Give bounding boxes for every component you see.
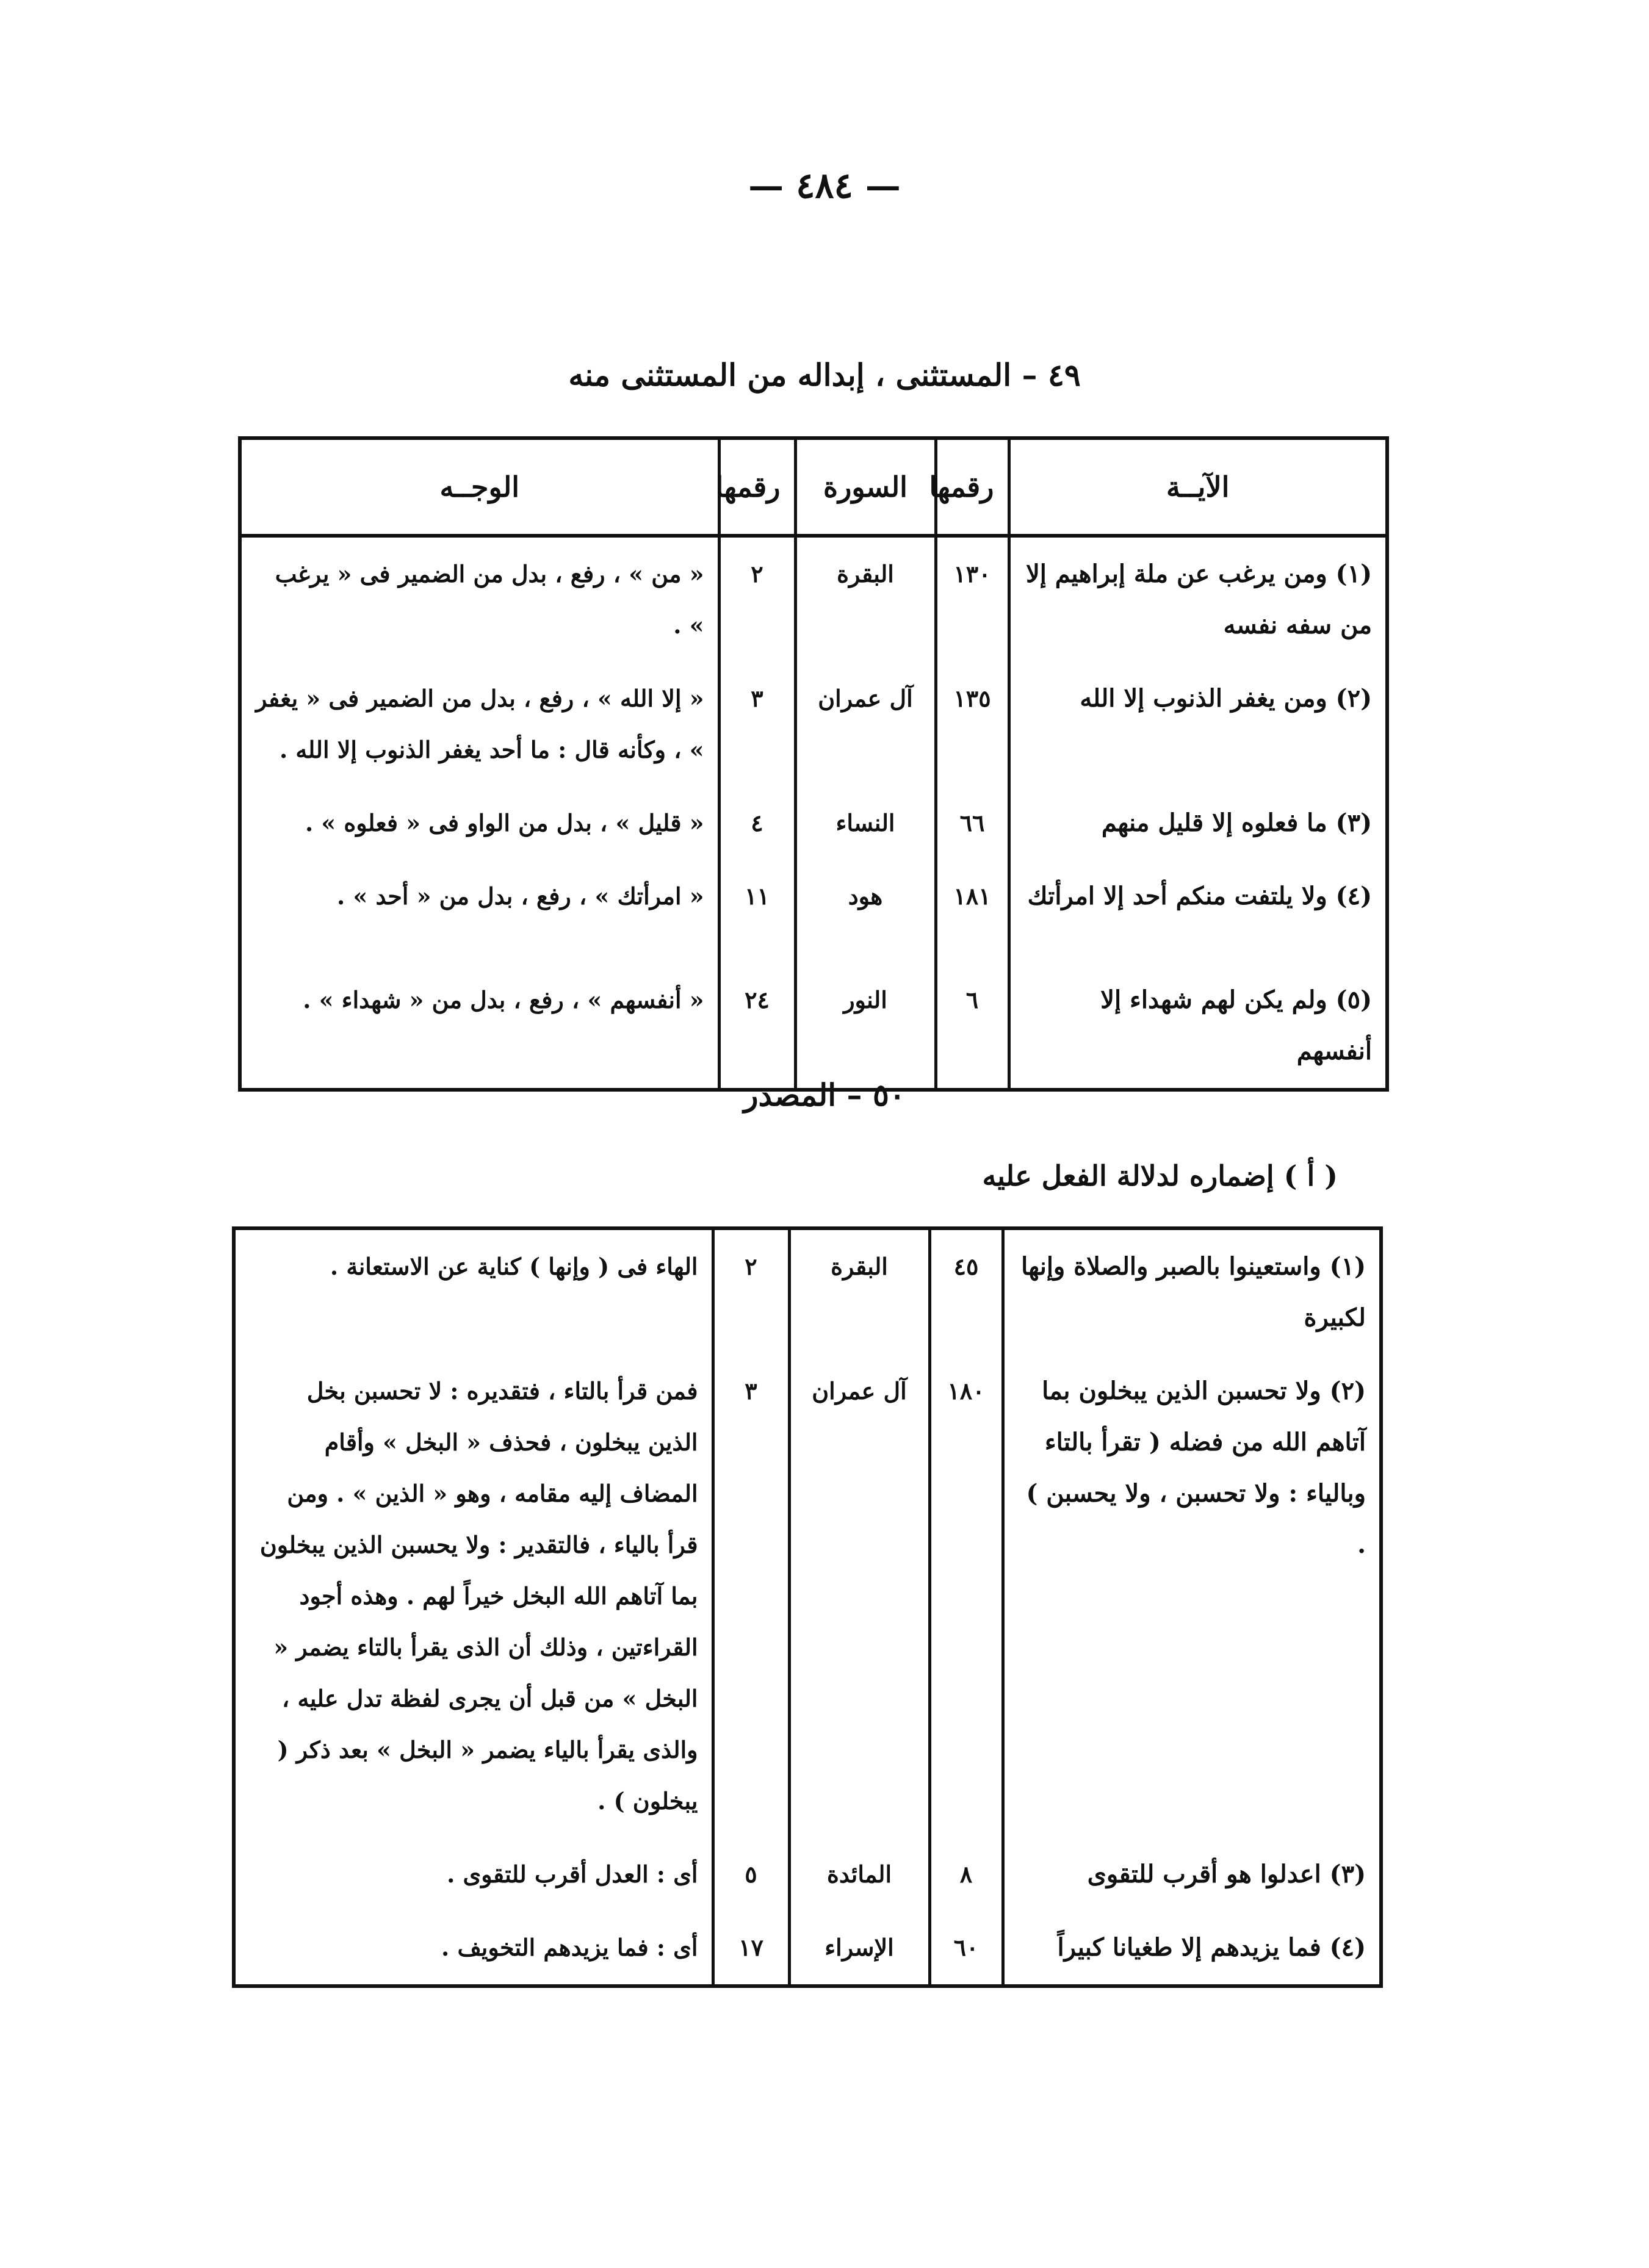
- aya-cell: (٢) ومن يغفر الذنوب إلا الله: [1009, 662, 1387, 787]
- aya-cell: (٢) ولا تحسبن الذين يبخلون بما آتاهم الله من فضله ( تقرأ بالتاء وبالياء : ولا تحسبن ، ولا يحسبن ) .: [1003, 1355, 1381, 1838]
- table-row: [240, 860, 1387, 963]
- aya-cell: (٤) فما يزيدهم إلا طغيانا كبيراً: [1003, 1911, 1381, 1986]
- sura-cell: النور: [795, 963, 936, 1090]
- aya-number-cell: ٦٠: [929, 1911, 1003, 1986]
- wajh-cell: « أنفسهم » ، رفع ، بدل من « شهداء » .: [240, 963, 719, 1090]
- section-50-title: ٥٠ – المصدر: [743, 1077, 906, 1113]
- table-row: [240, 662, 1387, 787]
- table-row: [234, 1228, 1381, 1355]
- aya-number-cell: ٨: [929, 1838, 1003, 1911]
- sura-number-cell: ٥: [713, 1838, 789, 1911]
- aya-number-cell: ١٨١: [936, 860, 1009, 963]
- table-row: [240, 963, 1387, 1090]
- sura-number-cell: ٢٤: [719, 963, 795, 1090]
- header-sura-num: رقمها: [719, 438, 795, 536]
- aya-number-cell: ٤٥: [929, 1228, 1003, 1355]
- table-row: [240, 536, 1387, 662]
- aya-number-cell: ٦: [936, 963, 1009, 1090]
- wajh-cell: أى : العدل أقرب للتقوى .: [234, 1838, 713, 1911]
- header-aya-num: رقمها: [936, 438, 1009, 536]
- sura-cell: آل عمران: [795, 662, 936, 787]
- aya-number-cell: ٦٦: [936, 787, 1009, 860]
- header-wajh: الوجــه: [240, 438, 719, 536]
- wajh-cell: « امرأتك » ، رفع ، بدل من « أحد » .: [240, 860, 719, 963]
- aya-cell: (٣) ما فعلوه إلا قليل منهم: [1009, 787, 1387, 860]
- sura-cell: البقرة: [795, 536, 936, 662]
- sura-number-cell: ٤: [719, 787, 795, 860]
- sura-number-cell: ٣: [719, 662, 795, 787]
- sura-number-cell: ٢: [719, 536, 795, 662]
- sura-number-cell: ٢: [713, 1228, 789, 1355]
- aya-number-cell: ١٣٠: [936, 536, 1009, 662]
- sura-number-cell: ٣: [713, 1355, 789, 1838]
- wajh-cell: الهاء فى ( وإنها ) كناية عن الاستعانة .: [234, 1228, 713, 1355]
- table-header-row: [240, 438, 1387, 536]
- sura-number-cell: ١١: [719, 860, 795, 963]
- table-row: [234, 1911, 1381, 1986]
- sura-cell: آل عمران: [789, 1355, 929, 1838]
- sura-cell: النساء: [795, 787, 936, 860]
- wajh-cell: فمن قرأ بالتاء ، فتقديره : لا تحسبن بخل الذين يبخلون ، فحذف « البخل » وأقام المضاف إليه مقامه ، وهو « الذين » . ومن قرأ بالياء ، فالتقدير : ولا يحسبن الذين يبخلون بما آتاهم الله البخل خيراً لهم . وهذه أجود القراءتين ، وذلك أن الذى يقرأ بالتاء يضمر « البخل » من قبل أن يجرى لفظة تدل عليه ، والذى يقرأ بالياء يضمر « البخل » بعد ذكر ( يبخلون ) .: [234, 1355, 713, 1838]
- aya-cell: (٥) ولم يكن لهم شهداء إلا أنفسهم: [1009, 963, 1387, 1090]
- wajh-cell: « قليل » ، بدل من الواو فى « فعلوه » .: [240, 787, 719, 860]
- wajh-cell: « من » ، رفع ، بدل من الضمير فى « يرغب » .: [240, 536, 719, 662]
- sura-number-cell: ١٧: [713, 1911, 789, 1986]
- aya-number-cell: ١٣٥: [936, 662, 1009, 787]
- aya-cell: (٤) ولا يلتفت منكم أحد إلا امرأتك: [1009, 860, 1387, 963]
- table-row: [234, 1355, 1381, 1838]
- section-50-subtitle: ( أ ) إضماره لدلالة الفعل عليه: [982, 1159, 1338, 1192]
- wajh-cell: أى : فما يزيدهم التخويف .: [234, 1911, 713, 1986]
- aya-cell: (١) واستعينوا بالصبر والصلاة وإنها لكبيرة: [1003, 1228, 1381, 1355]
- section-49-title: ٤٩ – المستثنى ، إبداله من المستثنى منه: [568, 357, 1081, 393]
- sura-cell: الإسراء: [789, 1911, 929, 1986]
- table-section-49: [238, 436, 1389, 1092]
- table-section-50: [232, 1226, 1383, 1988]
- header-sura: السورة: [795, 438, 936, 536]
- page-number: — ٤٨٤ —: [748, 165, 901, 206]
- sura-cell: المائدة: [789, 1838, 929, 1911]
- wajh-cell: « إلا الله » ، رفع ، بدل من الضمير فى « يغفر » ، وكأنه قال : ما أحد يغفر الذنوب إلا الله .: [240, 662, 719, 787]
- sura-cell: هود: [795, 860, 936, 963]
- table-row: [240, 787, 1387, 860]
- aya-cell: (٣) اعدلوا هو أقرب للتقوى: [1003, 1838, 1381, 1911]
- table-row: [234, 1838, 1381, 1911]
- aya-number-cell: ١٨٠: [929, 1355, 1003, 1838]
- aya-cell: (١) ومن يرغب عن ملة إبراهيم إلا من سفه نفسه: [1009, 536, 1387, 662]
- header-aya: الآيــة: [1009, 438, 1387, 536]
- sura-cell: البقرة: [789, 1228, 929, 1355]
